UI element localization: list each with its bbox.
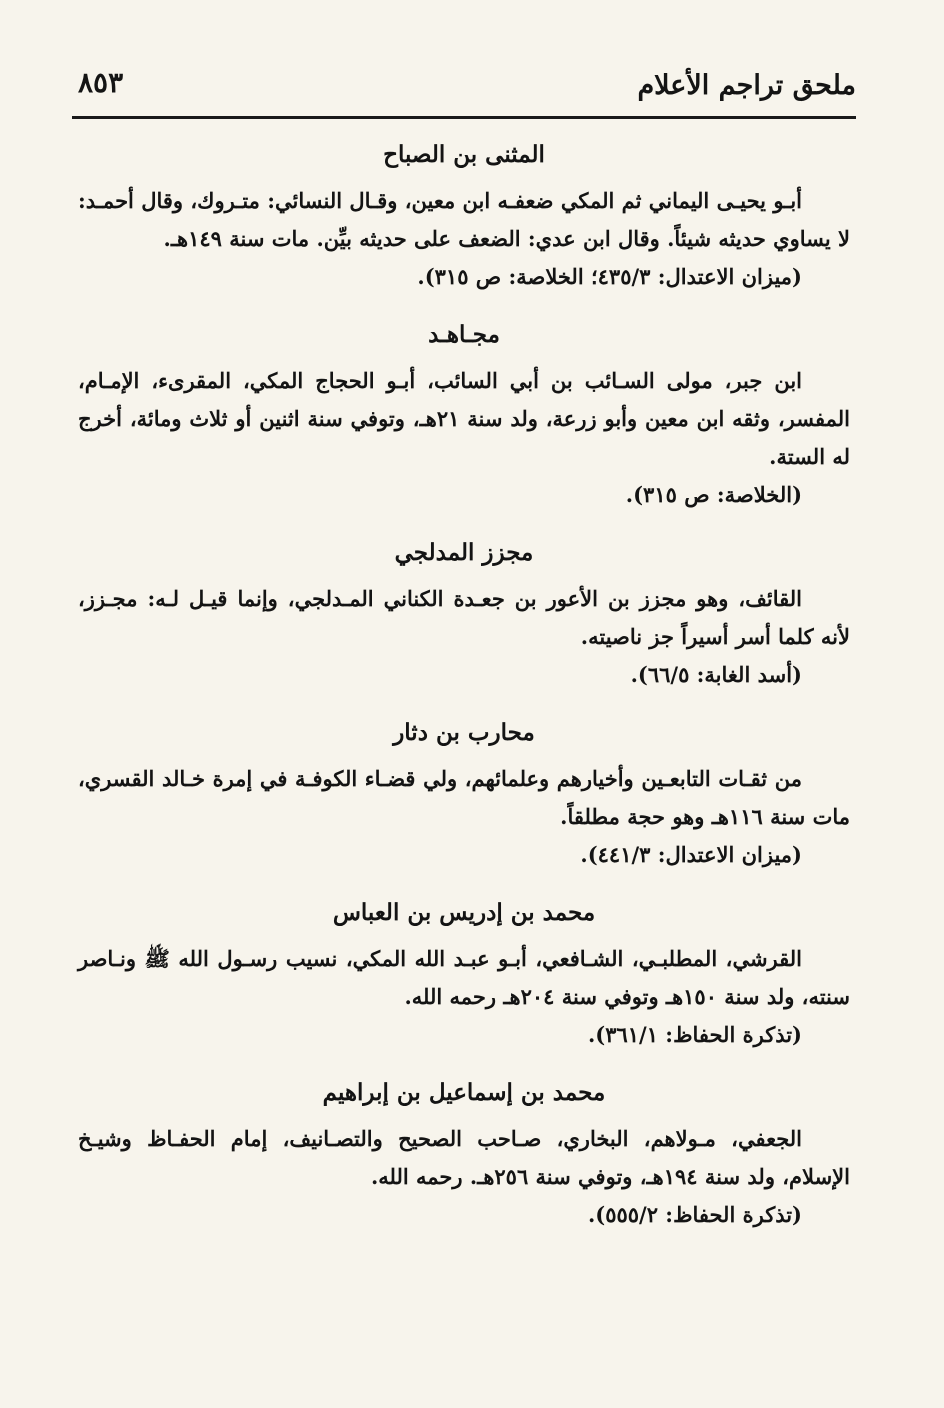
entry-body: القائف، وهو مجزز بن الأعور بن جعـدة الكناني المـدلجي، وإنما قيـل لـه: مجـزز، لأنه كلما أسر أسيراً جز ناصيته. — [78, 586, 850, 649]
entry-name: مجـاهـد — [428, 321, 500, 348]
running-header — [72, 62, 856, 119]
entry-name: محمد بن إسماعيل بن إبراهيم — [322, 1079, 606, 1106]
entry-reference: (تذكرة الحفاظ: ٣٦١/١). — [587, 1022, 802, 1047]
entry-reference: (الخلاصة: ص ٣١٥). — [625, 482, 802, 507]
header-title: ملحق تراجم الأعلام — [637, 70, 856, 101]
entry-name: محمد بن إدريس بن العباس — [332, 899, 596, 926]
entry-mujazziz — [78, 532, 850, 694]
entry-body: أبـو يحيـى اليماني ثم المكي ضعفـه ابن معين، وقـال النسائي: متـروك، وقال أحمـد: لا يساوي حديثه شيئاً. وقال ابن عدي: الضعف على حديثه بيِّن. مات سنة ١٤٩هـ. — [78, 188, 850, 251]
entry-name: مجزز المدلجي — [394, 539, 534, 566]
entry-reference: (أسد الغابة: ٦٦/٥). — [630, 662, 802, 687]
entry-reference: (ميزان الاعتدال: ٤٤١/٣). — [580, 842, 802, 867]
entry-reference: (تذكرة الحفاظ: ٥٥٥/٢). — [587, 1202, 802, 1227]
entry-body: القرشي، المطلبـي، الشـافعي، أبـو عبـد الله المكي، نسيب رسـول الله ﷺ ونـاصر سنته، ولد سنة ١٥٠هـ وتوفي سنة ٢٠٤هـ رحمه الله. — [78, 946, 850, 1009]
entry-muthanna — [78, 134, 850, 296]
entry-mujahid — [78, 314, 850, 514]
entry-body: الجعفي، مـولاهم، البخاري، صـاحب الصحيح والتصـانيف، إمام الحفـاظ وشيـخ الإسلام، ولد سنة ١٩٤هـ، وتوفي سنة ٢٥٦هـ. رحمه الله. — [78, 1126, 850, 1189]
entry-shafii — [78, 892, 850, 1054]
entry-body: ابن جبر، مولى السـائب بن أبي السائب، أبـو الحجاج المكي، المقرىء، الإمـام، المفسر، وثقه ابن معين وأبو زرعة، ولد سنة ٢١هـ، وتوفي سنة اثنين أو ثلاث ومائة، أخرج له الستة. — [78, 368, 850, 469]
entry-bukhari — [78, 1072, 850, 1234]
entry-body: من ثقـات التابعـين وأخيارهم وعلمائهم، ولي قضـاء الكوفـة في إمرة خـالد القسري، مات سنة ١١٦هـ وهو حجة مطلقاً. — [78, 766, 850, 829]
entry-reference: (ميزان الاعتدال: ٤٣٥/٣؛ الخلاصة: ص ٣١٥). — [417, 264, 802, 289]
entry-name: محارب بن دثار — [393, 719, 535, 746]
entry-muharib — [78, 712, 850, 874]
entry-name: المثنى بن الصباح — [383, 141, 545, 168]
biography-entries — [78, 134, 850, 1252]
page-number: ٨٥٣ — [78, 66, 124, 99]
